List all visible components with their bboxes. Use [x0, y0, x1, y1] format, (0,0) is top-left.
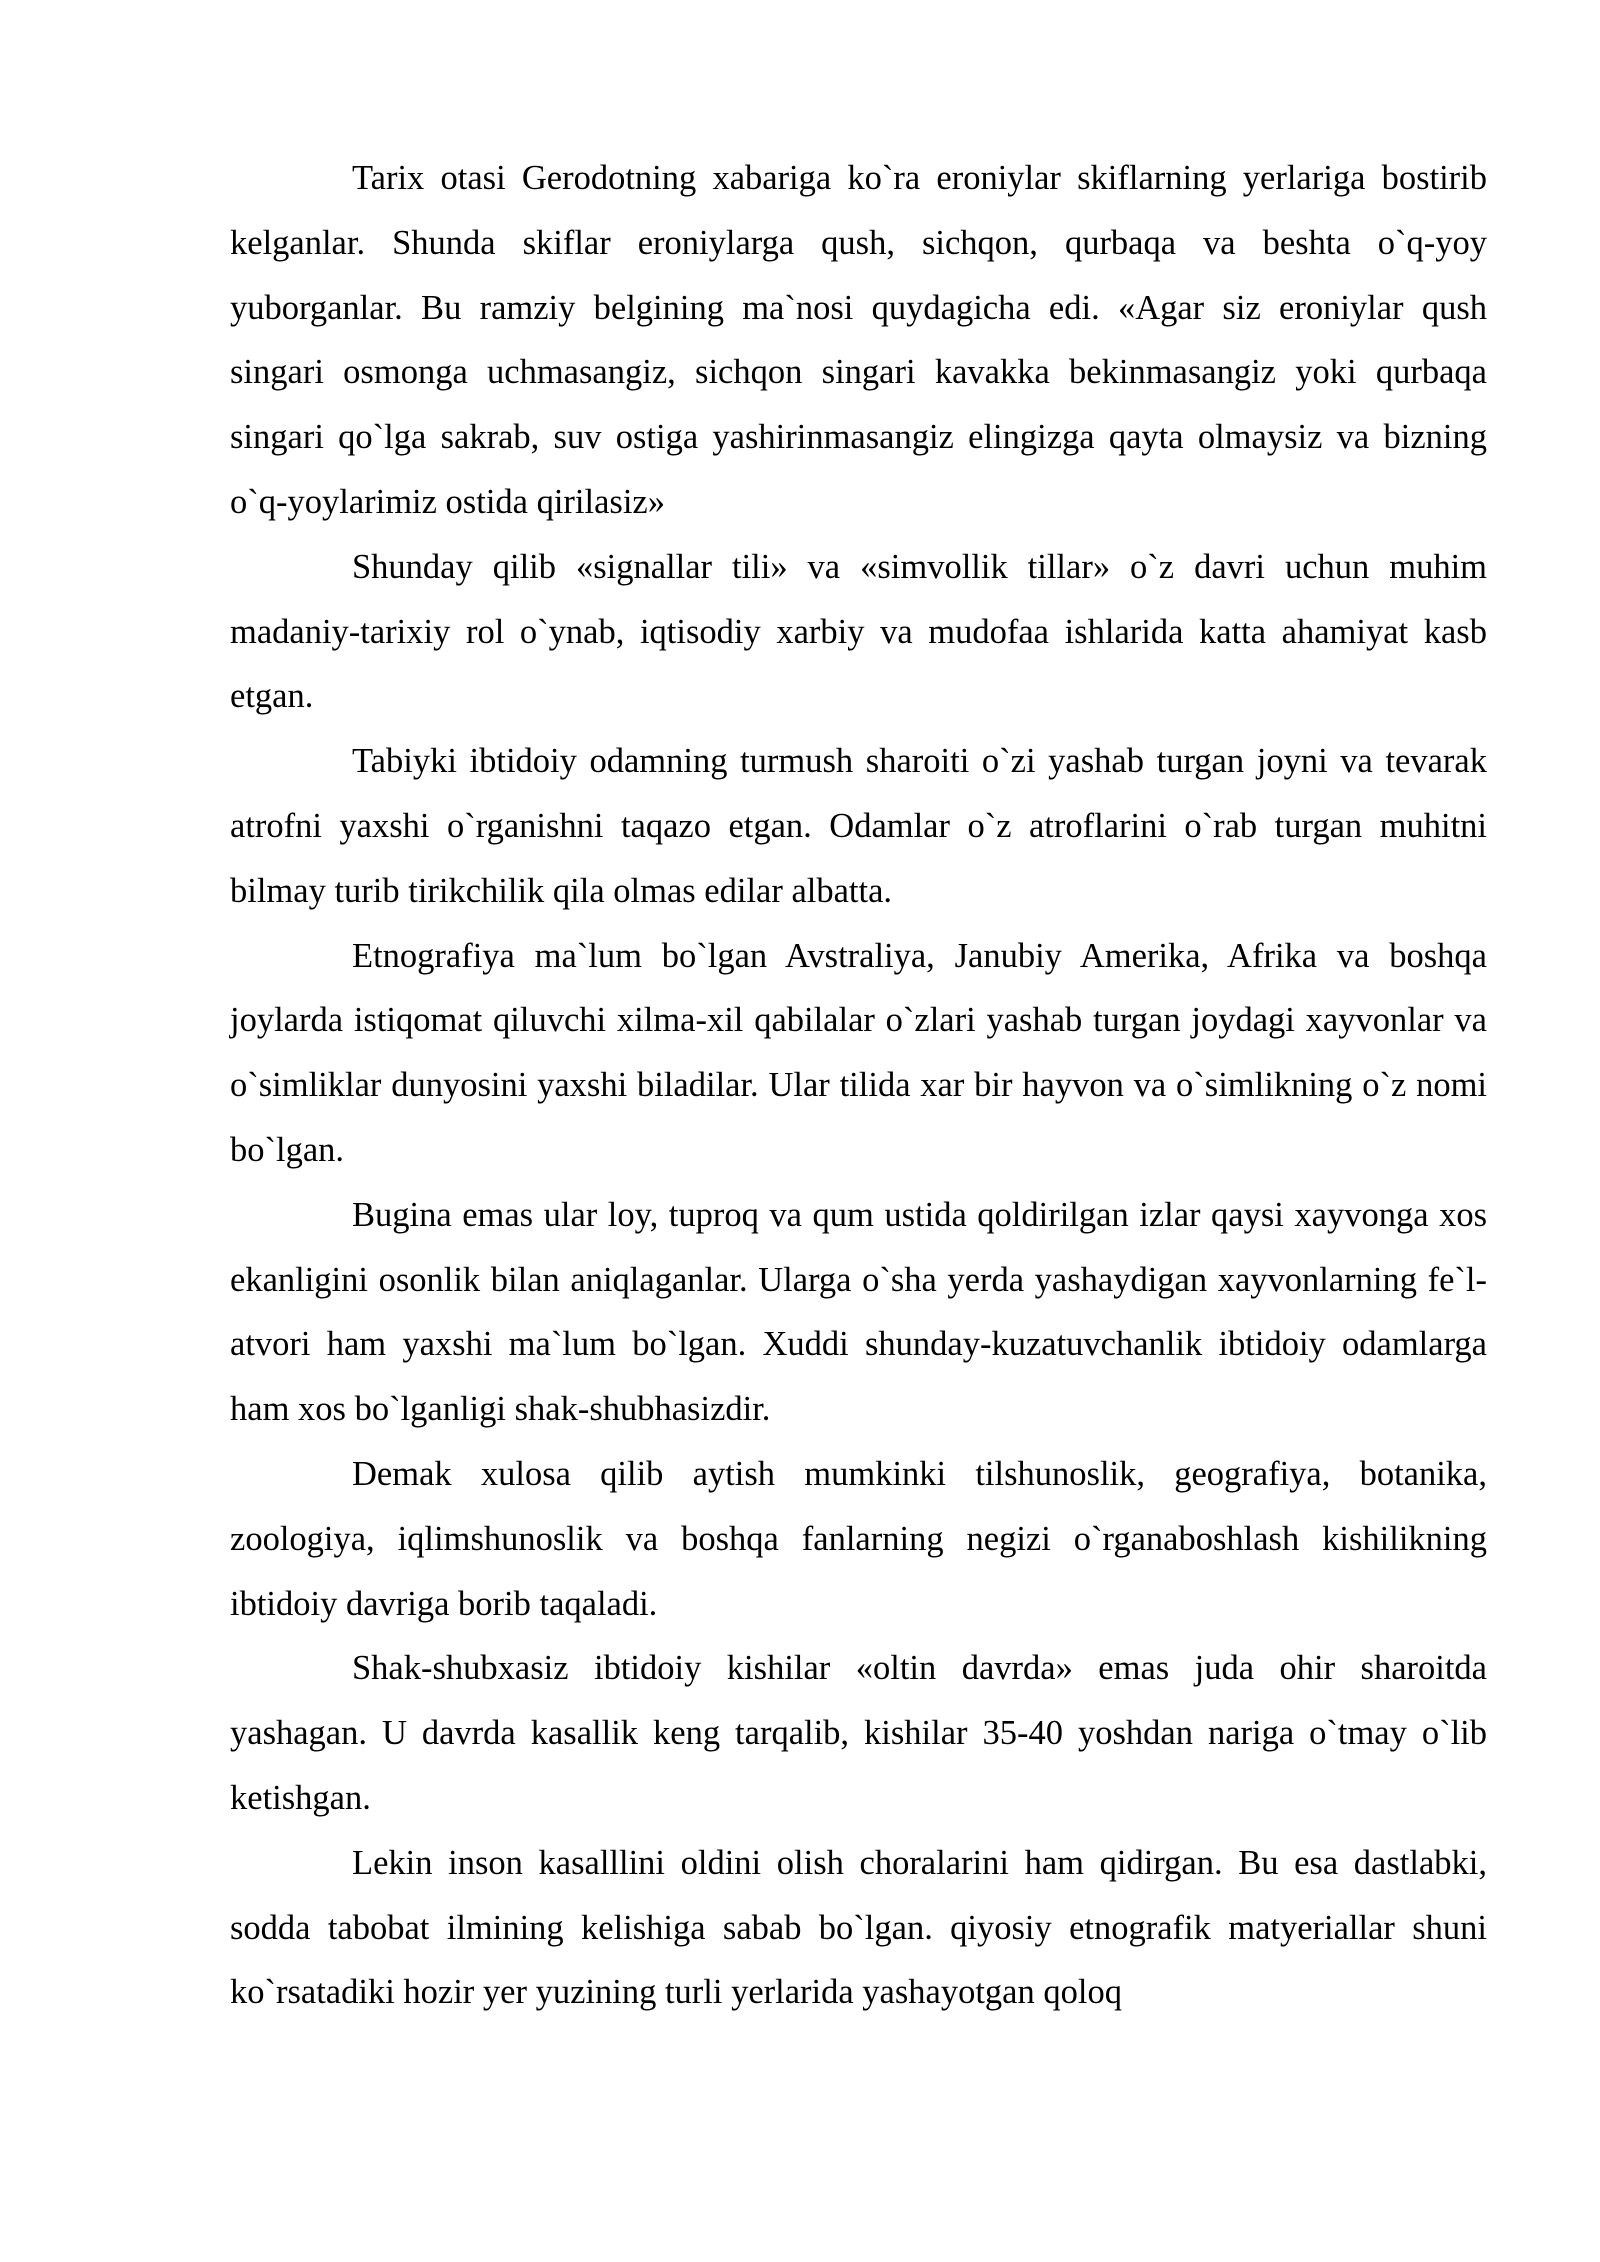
paragraph-medicine: Lekin inson kasalllini oldini olish choralarini ham qidirgan. Bu esa dastlabki, sodda tabobat ilmining kelishiga sabab bo`lgan. qiyosiy etnografik matyeriallar shuni ko`rsatadiki hozir yer yuzining turli yerlarida yashayotgan qoloq	[230, 1843, 1487, 2012]
document-body	[230, 146, 1487, 2025]
paragraph-environment: Tabiyki ibtidoiy odamning turmush sharoiti o`zi yashab turgan joyni va tevarak atrofni yaxshi o`rganishni taqazo etgan. Odamlar o`z atroflarini o`rab turgan muhitni bilmay turib tirikchilik qila olmas edilar albatta.	[230, 742, 1487, 910]
paragraph-herodotus-story: Tarix otasi Gerodotning xabariga ko`ra eroniylar skiflarning yerlariga bostirib kelganlar. Shunda skiflar eroniylarga qush, sichqon, qurbaqa va beshta o`q-yoy yuborganlar. Bu ramziy belgining ma`nosi quydagicha edi. «Agar siz eroniylar qush singari osmonga uchmasangiz, sichqon singari kavakka bekinmasangiz yoki qurbaqa singari qo`lga sakrab, suv ostiga yashirinmasangiz elingizga qayta olmaysiz va bizning o`q-yoylarimiz ostida qirilasiz»	[230, 159, 1487, 521]
paragraph-animal-tracks: Bugina emas ular loy, tuproq va qum ustida qoldirilgan izlar qaysi xayvonga xos ekanligini osonlik bilan aniqlaganlar. Ularga o`sha yerda yashaydigan xayvonlarning fe`l-atvori ham yaxshi ma`lum bo`lgan. Xuddi shunday-kuzatuvchanlik ibtidoiy odamlarga ham xos bo`lganligi shak-shubhasizdir.	[230, 1195, 1487, 1429]
paragraph-sciences-origin: Demak xulosa qilib aytish mumkinki tilshunoslik, geografiya, botanika, zoologiya, iqlimshunoslik va boshqa fanlarning negizi o`rganaboshlash kishilikning ibtidoiy davriga borib taqaladi.	[230, 1454, 1487, 1623]
paragraph-signal-languages: Shunday qilib «signallar tili» va «simvollik tillar» o`z davri uchun muhim madaniy-tarixiy rol o`ynab, iqtisodiy xarbiy va mudofaa ishlarida katta ahamiyat kasb etgan.	[230, 547, 1487, 716]
paragraph-ethnography: Etnografiya ma`lum bo`lgan Avstraliya, Janubiy Amerika, Afrika va boshqa joylarda istiqomat qiluvchi xilma-xil qabilalar o`zlari yashab turgan joydagi xayvonlar va o`simliklar dunyosini yaxshi biladilar. Ular tilida xar bir hayvon va o`simlikning o`z nomi bo`lgan.	[230, 936, 1487, 1169]
paragraph-living-conditions: Shak-shubxasiz ibtidoiy kishilar «oltin davrda» emas juda ohir sharoitda yashagan. U davrda kasallik keng tarqalib, kishilar 35-40 yoshdan nariga o`tmay o`lib ketishgan.	[230, 1649, 1487, 1817]
